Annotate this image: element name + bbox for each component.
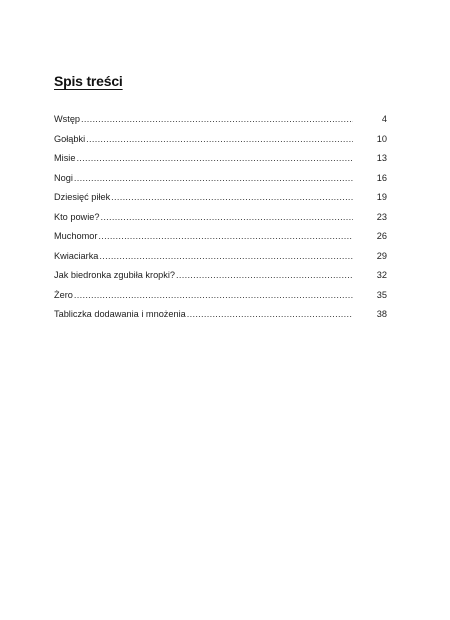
toc-entry[interactable] <box>54 212 387 232</box>
dot-leader <box>74 173 353 183</box>
toc-entry-label: Nogi <box>54 172 73 183</box>
dot-leader <box>100 212 353 222</box>
dot-leader <box>176 270 353 280</box>
toc-entry-page: 35 <box>376 289 387 300</box>
dot-leader <box>76 153 353 163</box>
toc-entry-label: Dziesięć piłek <box>54 192 111 202</box>
dot-leader <box>187 309 353 319</box>
toc-entry[interactable] <box>54 309 387 329</box>
toc-entry-page: 23 <box>376 211 387 222</box>
toc-list <box>54 114 387 329</box>
toc-title: Spis treści <box>54 73 123 89</box>
dot-leader <box>81 114 353 124</box>
toc-entry-page: 13 <box>376 153 387 163</box>
dot-leader <box>99 251 353 261</box>
toc-entry-page: 29 <box>376 250 387 261</box>
toc-entry-page: 26 <box>376 231 387 241</box>
toc-entry[interactable] <box>54 153 387 173</box>
dot-leader <box>98 231 353 241</box>
toc-entry-page: 19 <box>376 192 387 202</box>
toc-entry-label: Muchomor <box>54 231 98 241</box>
toc-entry-label: Kto powie? <box>54 211 100 222</box>
toc-entry-label: Wstęp <box>54 114 81 124</box>
toc-entry-label: Kwiaciarka <box>54 250 99 261</box>
toc-entry[interactable] <box>54 251 387 271</box>
toc-entry[interactable] <box>54 290 387 310</box>
dot-leader <box>111 192 353 202</box>
toc-entry-label: Jak biedronka zgubiła kropki? <box>54 270 176 280</box>
toc-entry-label: Tabliczka dodawania i mnożenia <box>54 309 186 319</box>
toc-entry-page: 16 <box>376 172 387 183</box>
toc-entry[interactable] <box>54 270 387 290</box>
dot-leader <box>86 134 353 144</box>
toc-entry[interactable] <box>54 231 387 251</box>
dot-leader <box>74 290 353 300</box>
toc-entry-page: 4 <box>381 114 387 124</box>
toc-entry-label: Żero <box>54 289 73 300</box>
toc-entry-page: 32 <box>376 270 387 280</box>
toc-entry-page: 10 <box>376 133 387 144</box>
toc-entry-page: 38 <box>376 309 387 319</box>
toc-entry-label: Gołąbki <box>54 133 86 144</box>
toc-entry[interactable] <box>54 173 387 193</box>
toc-entry[interactable] <box>54 134 387 154</box>
toc-entry[interactable] <box>54 192 387 212</box>
toc-entry[interactable] <box>54 114 387 134</box>
toc-entry-label: Misie <box>54 153 76 163</box>
